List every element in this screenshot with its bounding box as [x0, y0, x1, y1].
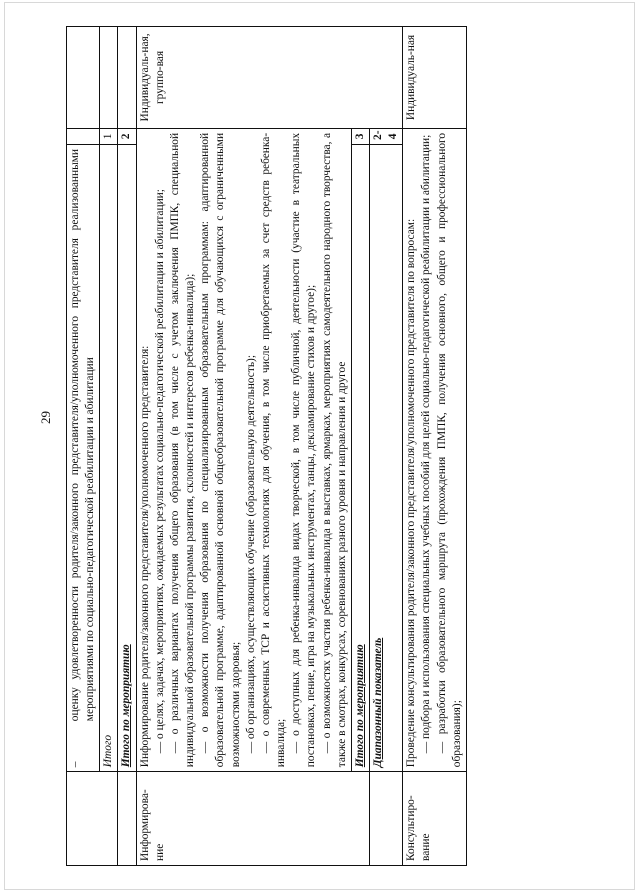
form-cell: Индивидуаль-ная: [403, 27, 467, 129]
count-cell: 1: [100, 128, 118, 144]
table-row: [100, 27, 118, 866]
blank-cell: [67, 128, 100, 144]
continuation-text: оценку удовлетворенности родителя/законного представителя/уполномоченного представителя реализованными мероприятиями по социально-педагогической реабилитации и абилитации: [69, 148, 97, 722]
count-cell: 3: [351, 128, 369, 144]
table-row: [118, 27, 136, 866]
table-row: [67, 27, 100, 866]
blank-cell: [100, 27, 118, 129]
diapazon-label: Диапазонный показатель: [369, 144, 402, 771]
itogo-po-meropriyatiyu-label: Итого по мероприятию: [118, 144, 136, 771]
list-item: — о возможности получения образования по специализированным образовательным программам: адаптированной образовательной программе, адаптированной основной общеобразовательной программе для обучающихся с ограниченными возможностями здоровья;: [199, 132, 242, 768]
continuation-cell: [67, 144, 100, 771]
blank-cell: [118, 27, 136, 129]
count-cell: 2: [118, 128, 136, 144]
form-cell: Индивидуаль-ная, группо-вая: [136, 27, 403, 129]
konsultirovanie-content: [403, 128, 467, 771]
informirovanie-content: [136, 128, 351, 771]
intro-text: Проведение консультирования родителя/законного представителя/уполномоченного представителя по вопросам:: [405, 218, 418, 768]
table-row: [351, 27, 369, 866]
itogo-po-meropriyatiyu-label: Итого по мероприятию: [351, 144, 369, 771]
table-row: [136, 27, 351, 866]
blank-cell: [67, 27, 100, 129]
list-item: — о целях, задачах, мероприятиях, ожидаемых результатах социально-педагогической реабилитации и абилитации;: [153, 189, 166, 754]
intro-text: Информирование родителя/законного представителя/уполномоченного представителя:: [138, 345, 151, 768]
page-number: 29: [38, 411, 53, 424]
itogo-label: Итого: [100, 144, 118, 771]
measure-name: Информирова-ние: [136, 772, 369, 866]
table-row: [403, 27, 467, 866]
list-item: — о возможностях участия ребенка-инвалида в выставках, ярмарках, мероприятиях самодеятельного народного творчества, а также в смотрах, конкурсах, соревнованиях разного уровня и направления и другое: [320, 132, 348, 768]
blank-cell: [67, 772, 118, 866]
rotated-table-container: [66, 26, 626, 866]
blank-cell: [118, 772, 136, 866]
dash-marker: –: [69, 761, 81, 768]
list-item: — об организациях, осуществляющих обучение (образовательную деятельность);: [244, 355, 257, 754]
measures-table: [66, 26, 467, 866]
blank-cell: [369, 772, 402, 866]
list-item: — разработки образовательного маршрута (прохождения ПМПК, получения основного, общего и профессионального образования);: [435, 132, 463, 768]
table-row: [369, 27, 402, 866]
list-item: — о различных вариантах получения общего образования (в том числе с учетом заключения ПМПК, специальной индивидуальной образовательной программы развития, склонностей и интересов ребенка-инвалида);: [168, 132, 197, 768]
list-item: — о современных ТСР и ассистивных технологиях для обучения, в том числе приобретаемых за счет средств ребенка-инвалида;: [259, 132, 288, 768]
list-item: — о доступных для ребенка-инвалида видах творческой, в том числе публичной, деятельности (участие в театральных постановках, пение, игра на музыкальных инструментах, танцы, декламирование стихов и другое);: [290, 132, 318, 768]
measure-name: Консультиро-вание: [403, 772, 467, 866]
list-item: — подбора и использования специальных учебных пособий для целей социально-педагогической реабилитации и абилитации;: [420, 134, 433, 754]
range-cell: 2-4: [369, 128, 402, 144]
